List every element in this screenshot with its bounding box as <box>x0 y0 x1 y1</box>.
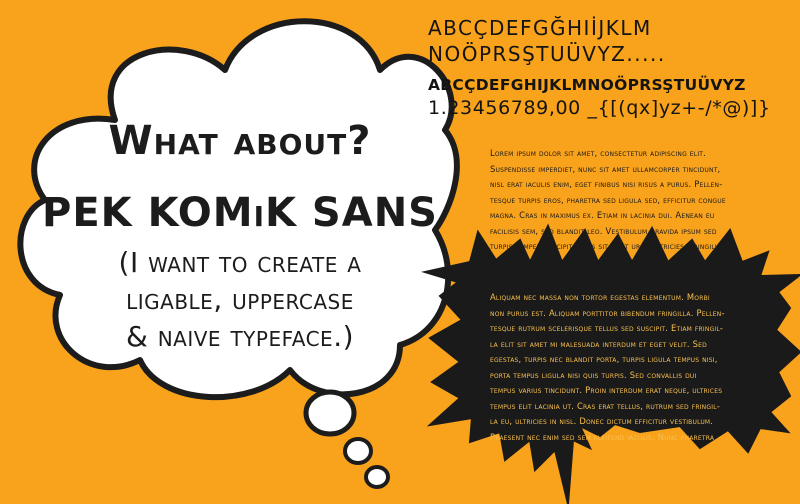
paragraph-1-line: turpis semper suscipit. Duis sit amet urna ultricies, fringilla <box>490 241 723 251</box>
thought-dot-small <box>366 467 388 487</box>
paragraph-1-line: nibh vel, finibus erat. Pellentesque vulputate eros porttitor <box>490 256 724 267</box>
paragraph-1-line: Suspendisse imperdiet, nunc sit amet ullamcorper tincidunt, <box>490 163 721 174</box>
paragraph-1-line: tesque turpis eros, pharetra sed ligula sed, efficitur congue <box>490 194 726 205</box>
glyph-uppercase-line-1: ABCÇDEFGĞHIİJKLM <box>428 16 652 40</box>
paragraph-1-line: nisl erat iaculis enim, eget finibus nisi risus a purus. Pellen- <box>490 179 723 189</box>
subtitle-line-1: (I want to create a <box>118 246 362 279</box>
paragraph-1 <box>490 146 726 286</box>
thought-dot-large <box>306 392 354 434</box>
subtitle-line-2: ligable, uppercase <box>126 283 354 316</box>
paragraph-2-line: la elit sit amet mi malesuada interdum et eget velit. Sed <box>490 338 707 349</box>
paragraph-1-line: magna. Cras in maximus ex. Etiam in lacinia dui. Aenean eu <box>490 210 715 220</box>
paragraph-2 <box>490 290 725 445</box>
paragraph-2-line: la eu, ultricies in nisl. Donec dictum efficitur vestibulum. <box>490 416 714 426</box>
paragraph-2-line: non purus est. Aliquam porttitor bibendum fringilla. Pellen- <box>490 307 725 318</box>
paragraph-2-line: egestas, turpis nec blandit porta, turpis ligula tempus nisi, <box>490 354 718 364</box>
paragraph-2-line: tesque rutrum scelerisque tellus sed suscipit. Etiam fringil- <box>490 323 724 333</box>
glyph-uppercase-line-2: NOÖPRSŞTUÜVYZ..... <box>428 42 666 66</box>
paragraph-1-line: facilisis sem, sed blandit leo. Vestibulum gravida ipsum sed <box>490 225 717 236</box>
paragraph-1-line: tor sapien sollicitudin, nec consectetur erat finibus. <box>490 272 695 282</box>
glyph-lowercase-line: ABCÇDEFGHIJKLMNOÖPRSŞTUÜVYZ <box>428 76 746 94</box>
paragraph-1-line: Lorem ipsum dolor sit amet, consectetur adipiscing elit. <box>490 148 707 158</box>
headline-line-2: PEK KOMiK SANS <box>42 190 438 236</box>
paragraph-2-line: tempus varius tincidunt. Proin interdum erat neque, ultrices <box>490 385 723 395</box>
thought-dot-medium <box>345 439 371 463</box>
paragraph-2-line: porta tempus ligula nisi quis turpis. Sed convallis dui <box>490 369 697 380</box>
paragraph-2-line: tempus elit lacinia ut. Cras erat tellus, rutrum sed fringil- <box>490 400 720 411</box>
headline-line-1: What about? <box>108 118 372 164</box>
paragraph-2-line: Praesent nec enim sed sem eleifend iaculis. Nunc pharetra <box>490 431 715 442</box>
paragraph-2-line: Aliquam nec massa non tortor egestas elementum. Morbi <box>490 292 710 302</box>
subtitle-line-3: & naive typeface.) <box>125 320 355 353</box>
glyph-numbers-symbols-line: 1.23456789,00 _{[(qx]yz+-/*@)]} <box>428 97 771 119</box>
